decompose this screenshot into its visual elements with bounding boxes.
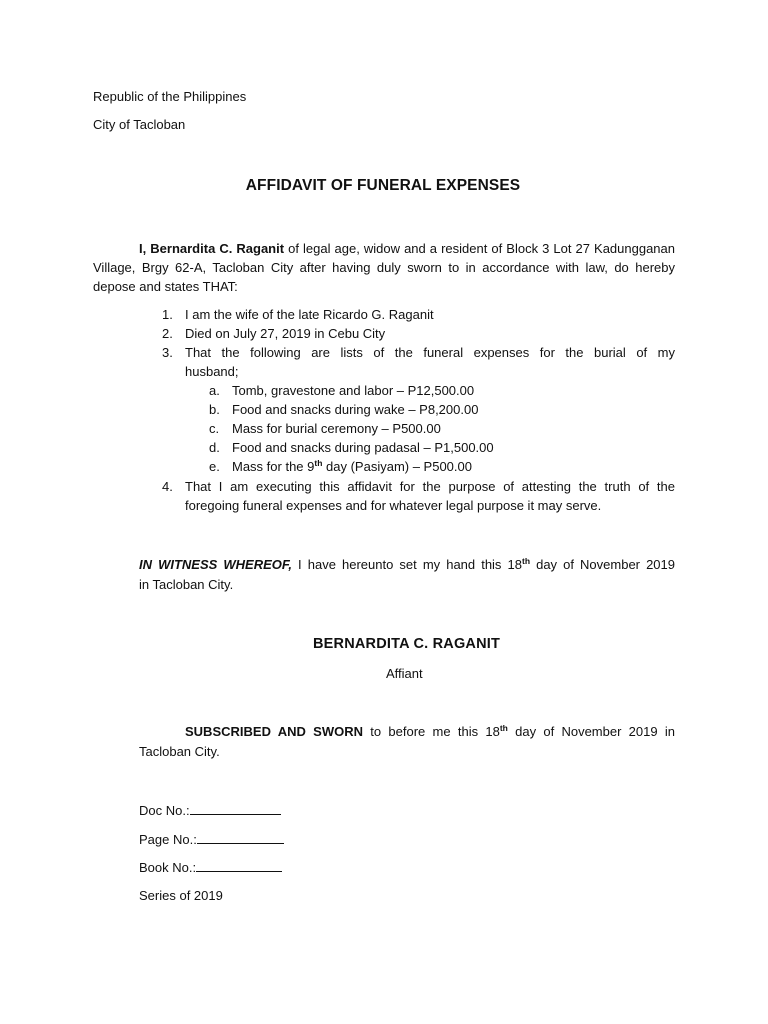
expense-item — [209, 458, 472, 475]
expense-text — [232, 459, 472, 475]
header-city: City of Tacloban — [93, 117, 186, 132]
witness-line1 — [139, 557, 675, 573]
witness-text: I have hereunto set my hand this 18 — [291, 557, 522, 572]
subscribed-lead: SUBSCRIBED AND SWORN — [185, 724, 364, 739]
document-title: AFFIDAVIT OF FUNERAL EXPENSES — [245, 177, 521, 194]
list-item-text-line2: husband; — [185, 364, 239, 379]
expense-text-part: Mass for the 9 — [232, 459, 315, 474]
doc-no-blank — [190, 802, 281, 815]
expense-item — [209, 440, 494, 456]
affiant-name-inline: I, Bernardita C. Raganit — [139, 241, 285, 256]
witness-text: day of November 2019 — [530, 557, 675, 572]
expense-item — [209, 383, 475, 399]
witness-lead: IN WITNESS WHEREOF, — [139, 557, 292, 572]
list-item-text: I am the wife of the late Ricardo G. Raganit — [185, 307, 434, 322]
list-item — [162, 307, 675, 327]
list-item-text-line1: That I am executing this affidavit for the purpose of attesting the truth of the — [185, 479, 675, 494]
list-number: 1. — [162, 307, 173, 322]
list-item — [162, 345, 675, 385]
page-no-blank — [197, 831, 284, 844]
header-country: Republic of the Philippines — [93, 89, 247, 104]
list-item-text: Died on July 27, 2019 in Cebu City — [185, 326, 386, 341]
superscript: th — [521, 556, 531, 566]
page-no-label: Page No.: — [139, 832, 197, 847]
list-number: 4. — [162, 479, 173, 494]
list-item — [162, 479, 675, 519]
series-label: Series of 2019 — [139, 888, 223, 903]
page-no-entry — [139, 831, 284, 848]
intro-text: of legal age, widow and a resident of Block 3 Lot 27 Kadungganan Village, Brgy 62-A, Tacloban City after having duly sworn to in accordance with law, do hereby depose and states THAT: — [93, 241, 675, 294]
book-no-label: Book No.: — [139, 860, 197, 875]
expense-text: Tomb, gravestone and labor – P12,500.00 — [232, 383, 475, 398]
expense-letter: c. — [209, 421, 220, 436]
expense-letter: e. — [209, 459, 220, 474]
affiant-signature-name: BERNARDITA C. RAGANIT — [313, 636, 501, 652]
intro-paragraph — [93, 239, 675, 296]
expense-letter: a. — [209, 383, 220, 398]
doc-no-entry — [139, 802, 281, 819]
expense-text: Food and snacks during wake – P8,200.00 — [232, 402, 479, 417]
list-item-text-line2: foregoing funeral expenses and for whatever legal purpose it may serve. — [185, 498, 602, 513]
superscript: th — [499, 723, 508, 733]
expense-item — [209, 402, 479, 418]
expense-text-part: day (Pasiyam) – P500.00 — [322, 459, 472, 474]
subscribed-text: day of November 2019 in — [507, 724, 675, 739]
subscribed-line1 — [185, 724, 675, 740]
subscribed-line2: Tacloban City. — [139, 744, 220, 759]
list-item-text-line1: That the following are lists of the funeral expenses for the burial of my — [185, 345, 675, 360]
expense-text: Mass for burial ceremony – P500.00 — [232, 421, 441, 436]
list-number: 2. — [162, 326, 173, 341]
list-number: 3. — [162, 345, 173, 360]
doc-no-label: Doc No.: — [139, 803, 190, 818]
expense-letter: b. — [209, 402, 220, 417]
expense-text: Food and snacks during padasal – P1,500.00 — [232, 440, 494, 455]
affiant-label: Affiant — [386, 666, 423, 681]
expense-letter: d. — [209, 440, 220, 455]
list-item — [162, 326, 675, 346]
superscript: th — [314, 458, 323, 468]
subscribed-text: to before me this 18 — [363, 724, 500, 739]
book-no-blank — [196, 859, 282, 872]
book-no-entry — [139, 859, 282, 876]
witness-line2: in Tacloban City. — [139, 577, 234, 592]
expense-item — [209, 421, 441, 437]
